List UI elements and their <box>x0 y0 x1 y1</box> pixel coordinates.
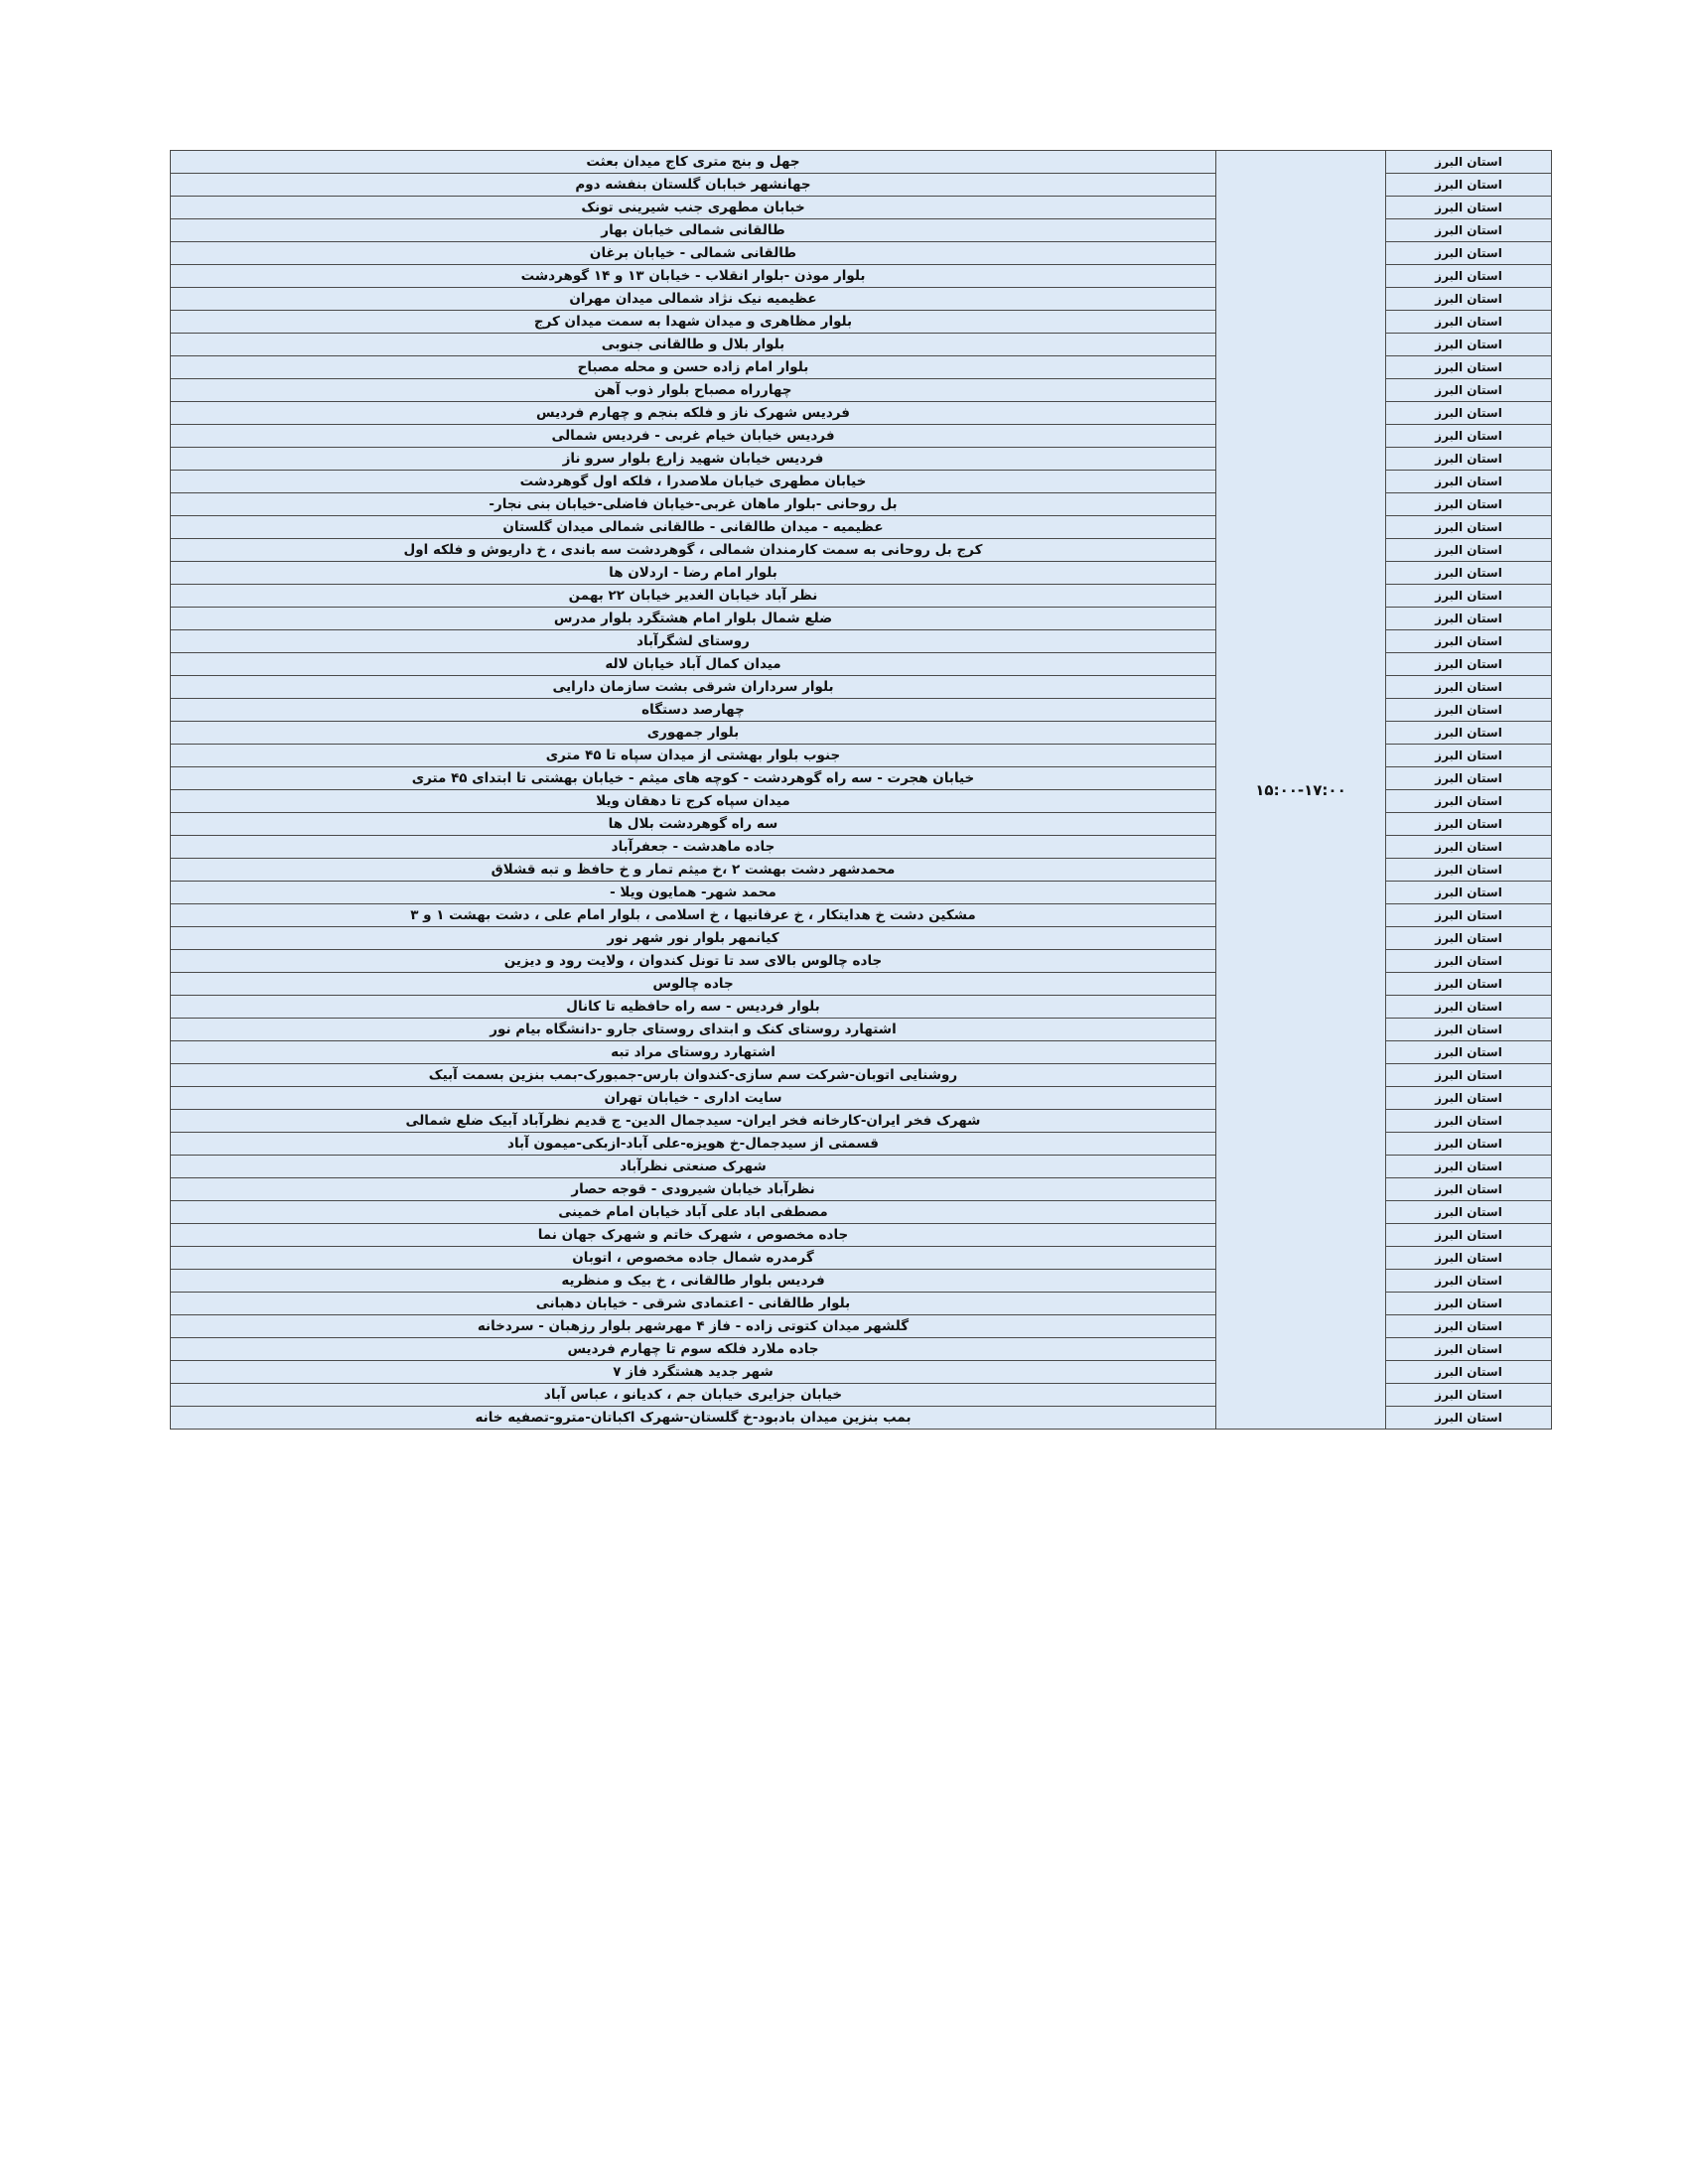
province-cell: استان البرز <box>1386 1133 1552 1156</box>
address-cell: جاده چالوس <box>171 973 1216 996</box>
province-cell: استان البرز <box>1386 1110 1552 1133</box>
province-cell: استان البرز <box>1386 722 1552 745</box>
province-cell: استان البرز <box>1386 1361 1552 1384</box>
province-cell: استان البرز <box>1386 927 1552 950</box>
address-cell: بلوار طالقانی - اعتمادی شرقی - خیابان دهبانی <box>171 1293 1216 1315</box>
province-cell: استان البرز <box>1386 471 1552 493</box>
address-cell: محمد شهر- همایون ویلا - <box>171 882 1216 904</box>
address-cell: گرمدره شمال جاده مخصوص ، اتوبان <box>171 1247 1216 1270</box>
address-cell: طالقانی شمالی خیابان بهار <box>171 219 1216 242</box>
province-cell: استان البرز <box>1386 242 1552 265</box>
province-cell: استان البرز <box>1386 1087 1552 1110</box>
province-cell: استان البرز <box>1386 1293 1552 1315</box>
address-cell: کیانمهر بلوار نور شهر نور <box>171 927 1216 950</box>
province-cell: استان البرز <box>1386 676 1552 699</box>
address-cell: ضلع شمال بلوار امام هشتگرد بلوار مدرس <box>171 608 1216 630</box>
address-cell: بلوار فردیس - سه راه حافظیه تا کانال <box>171 996 1216 1019</box>
address-cell: عظیمیه - میدان طالقانی - طالقانی شمالی میدان گلستان <box>171 516 1216 539</box>
address-cell: روستای لشگرآباد <box>171 630 1216 653</box>
province-cell: استان البرز <box>1386 334 1552 356</box>
province-cell: استان البرز <box>1386 1338 1552 1361</box>
province-cell: استان البرز <box>1386 836 1552 859</box>
province-cell: استان البرز <box>1386 356 1552 379</box>
province-cell: استان البرز <box>1386 1407 1552 1430</box>
province-cell: استان البرز <box>1386 608 1552 630</box>
province-cell: استان البرز <box>1386 882 1552 904</box>
address-cell: خیابان مطهری خیابان ملاصدرا ، فلکه اول گوهردشت <box>171 471 1216 493</box>
province-cell: استان البرز <box>1386 265 1552 288</box>
address-cell: جهانشهر خبابان گلستان بنفشه دوم <box>171 174 1216 197</box>
address-cell: محمدشهر دشت بهشت ۲ ،خ میثم تمار و خ حافظ و تبه قشلاق <box>171 859 1216 882</box>
province-cell: استان البرز <box>1386 745 1552 767</box>
address-cell: بمب بنزین میدان بادبود-خ گلستان-شهرک اکباتان-مترو-تصفیه خانه <box>171 1407 1216 1430</box>
province-cell: استان البرز <box>1386 425 1552 448</box>
address-cell: فردیس شهرک ناز و فلکه بنجم و چهارم فردیس <box>171 402 1216 425</box>
province-cell: استان البرز <box>1386 699 1552 722</box>
address-cell: سایت اداری - خیابان تهران <box>171 1087 1216 1110</box>
address-cell: مصطفی اباد علی آباد خیابان امام خمینی <box>171 1201 1216 1224</box>
province-cell: استان البرز <box>1386 859 1552 882</box>
address-cell: میدان سپاه کرج تا دهقان ویلا <box>171 790 1216 813</box>
address-cell: نظر آباد خیابان الغدیر خیابان ۲۲ بهمن <box>171 585 1216 608</box>
province-cell: استان البرز <box>1386 539 1552 562</box>
address-cell: جاده مخصوص ، شهرک خاتم و شهرک جهان نما <box>171 1224 1216 1247</box>
address-cell: جاده ماهدشت - جعفرآباد <box>171 836 1216 859</box>
address-cell: بلوار امام زاده حسن و محله مصباح <box>171 356 1216 379</box>
province-cell: استان البرز <box>1386 1019 1552 1041</box>
address-cell: گلشهر میدان کتوتی زاده - فاز ۴ مهرشهر بلوار رزهبان - سردخانه <box>171 1315 1216 1338</box>
address-cell: میدان کمال آباد خیابان لاله <box>171 653 1216 676</box>
province-cell: استان البرز <box>1386 448 1552 471</box>
address-cell: فردیس بلوار طالقانی ، خ بیک و منظریه <box>171 1270 1216 1293</box>
province-cell: استان البرز <box>1386 562 1552 585</box>
province-cell: استان البرز <box>1386 1041 1552 1064</box>
province-cell: استان البرز <box>1386 1156 1552 1178</box>
province-cell: استان البرز <box>1386 402 1552 425</box>
province-cell: استان البرز <box>1386 288 1552 311</box>
province-cell: استان البرز <box>1386 813 1552 836</box>
province-cell: استان البرز <box>1386 197 1552 219</box>
province-cell: استان البرز <box>1386 174 1552 197</box>
province-cell: استان البرز <box>1386 790 1552 813</box>
province-cell: استان البرز <box>1386 767 1552 790</box>
province-cell: استان البرز <box>1386 151 1552 174</box>
address-cell: بلوار امام رضا - اردلان ها <box>171 562 1216 585</box>
province-cell: استان البرز <box>1386 1315 1552 1338</box>
address-cell: فردیس خیابان شهید زارع بلوار سرو ناز <box>171 448 1216 471</box>
outage-time-cell: ۱۵:۰۰-۱۷:۰۰ <box>1216 151 1386 1430</box>
province-cell: استان البرز <box>1386 1224 1552 1247</box>
province-cell: استان البرز <box>1386 904 1552 927</box>
province-cell: استان البرز <box>1386 493 1552 516</box>
address-cell: چهارصد دستگاه <box>171 699 1216 722</box>
address-cell: خبابان مطهری جنب شیرینی تونک <box>171 197 1216 219</box>
address-cell: روشنایی اتوبان-شرکت سم سازی-کندوان بارس-جمبورک-بمب بنزین بسمت آبیک <box>171 1064 1216 1087</box>
address-cell: شهرک فخر ایران-کارخانه فخر ایران- سیدجمال الدین- ج قدیم نظرآباد آبیک ضلع شمالی <box>171 1110 1216 1133</box>
province-cell: استان البرز <box>1386 1201 1552 1224</box>
province-cell: استان البرز <box>1386 973 1552 996</box>
address-cell: خیابان هجرت - سه راه گوهردشت - کوچه های میثم - خیابان بهشتی تا ابتدای ۴۵ متری <box>171 767 1216 790</box>
address-cell: کرج بل روحانی به سمت کارمندان شمالی ، گوهردشت سه باندی ، خ داریوش و فلکه اول <box>171 539 1216 562</box>
address-cell: سه راه گوهردشت بلال ها <box>171 813 1216 836</box>
address-cell: قسمتی از سیدجمال-خ هویزه-علی آباد-ازبکی-میمون آباد <box>171 1133 1216 1156</box>
address-cell: فردیس خیابان خیام غربی - فردیس شمالی <box>171 425 1216 448</box>
province-cell: استان البرز <box>1386 1178 1552 1201</box>
address-cell: بلوار بلال و طالقانی جنوبی <box>171 334 1216 356</box>
province-cell: استان البرز <box>1386 1270 1552 1293</box>
province-cell: استان البرز <box>1386 311 1552 334</box>
address-cell: بل روحانی -بلوار ماهان غربی-خیابان فاضلی-خیابان بنی نجار- <box>171 493 1216 516</box>
province-cell: استان البرز <box>1386 950 1552 973</box>
outage-schedule-table <box>170 150 1552 1430</box>
province-cell: استان البرز <box>1386 379 1552 402</box>
address-cell: بلوار مظاهری و میدان شهدا به سمت میدان کرج <box>171 311 1216 334</box>
address-cell: جاده ملارد فلکه سوم تا چهارم فردیس <box>171 1338 1216 1361</box>
province-cell: استان البرز <box>1386 516 1552 539</box>
province-cell: استان البرز <box>1386 996 1552 1019</box>
address-cell: جاده چالوس بالای سد تا تونل کندوان ، ولایت رود و دیزین <box>171 950 1216 973</box>
province-cell: استان البرز <box>1386 219 1552 242</box>
province-cell: استان البرز <box>1386 630 1552 653</box>
address-cell: عظیمیه نیک نژاد شمالی میدان مهران <box>171 288 1216 311</box>
address-cell: شهر جدید هشتگرد فاز ۷ <box>171 1361 1216 1384</box>
address-cell: بلوار سرداران شرقی بشت سازمان دارایی <box>171 676 1216 699</box>
address-cell: شهرک صنعتی نظرآباد <box>171 1156 1216 1178</box>
address-cell: چهارراه مصباح بلوار ذوب آهن <box>171 379 1216 402</box>
address-cell: بلوار جمهوری <box>171 722 1216 745</box>
province-cell: استان البرز <box>1386 653 1552 676</box>
province-cell: استان البرز <box>1386 1247 1552 1270</box>
address-cell: خیابان جزایری خیابان جم ، کدیانو ، عباس آباد <box>171 1384 1216 1407</box>
address-cell: جنوب بلوار بهشتی از میدان سپاه تا ۴۵ متری <box>171 745 1216 767</box>
address-cell: مشکین دشت خ هدایتکار ، خ عرفانیها ، خ اسلامی ، بلوار امام علی ، دشت بهشت ۱ و ۳ <box>171 904 1216 927</box>
table-row <box>171 151 1552 174</box>
address-cell: نظرآباد خیابان شیرودی - قوجه حصار <box>171 1178 1216 1201</box>
address-cell: اشتهارد روستای مراد تبه <box>171 1041 1216 1064</box>
outage-table-body <box>171 151 1552 1430</box>
address-cell: جهل و بنج متری کاج میدان بعثت <box>171 151 1216 174</box>
address-cell: بلوار موذن -بلوار انقلاب - خیابان ۱۳ و ۱۴ گوهردشت <box>171 265 1216 288</box>
province-cell: استان البرز <box>1386 1384 1552 1407</box>
province-cell: استان البرز <box>1386 1064 1552 1087</box>
address-cell: اشتهارد روستای کنک و ابتدای روستای جارو -دانشگاه بیام نور <box>171 1019 1216 1041</box>
province-cell: استان البرز <box>1386 585 1552 608</box>
address-cell: طالقانی شمالی - خیابان برغان <box>171 242 1216 265</box>
